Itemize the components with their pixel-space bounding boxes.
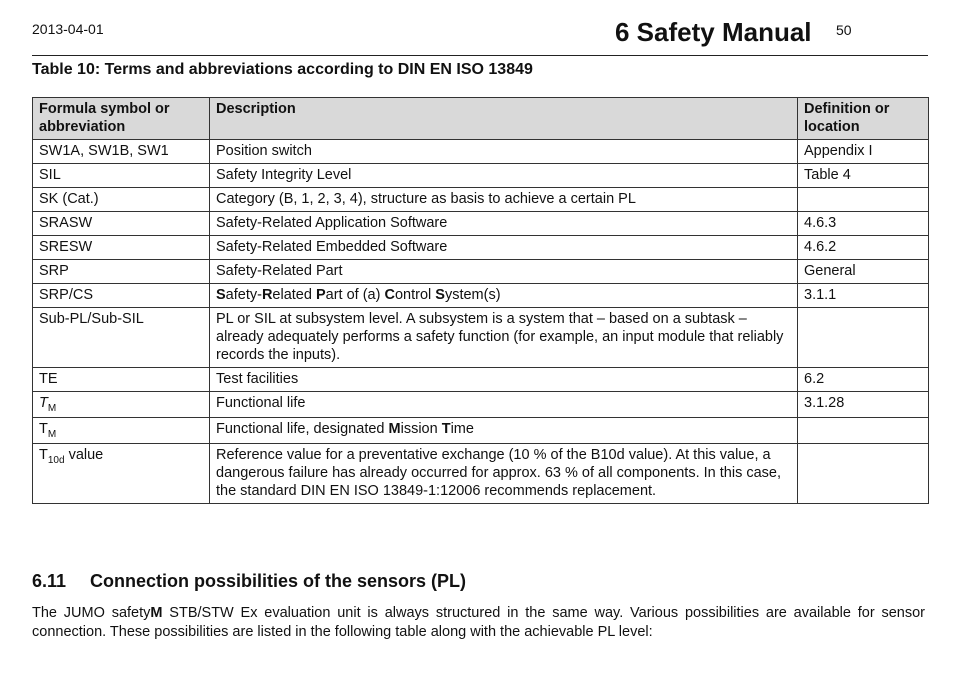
cell-description: PL or SIL at subsystem level. A subsystem is a system that – based on a subtask – already adequately performs a safety function (for example, an input module that reliably records the inputs). (210, 308, 798, 368)
cell-description: Reference value for a preventative exchange (10 % of the B10d value). At this value, a dangerous failure has already occurred for approx. 63 % of all components. In this case, the standard DIN EN ISO 13849-1:12006 recommends replacement. (210, 444, 798, 504)
section-number: 6.11 (32, 571, 67, 591)
chapter-title: 6 Safety Manual (615, 17, 812, 47)
header-date: 2013-04-01 (32, 21, 104, 37)
cell-symbol: Sub-PL/Sub-SIL (33, 308, 210, 368)
table-header-row (33, 98, 929, 140)
cell-location (798, 188, 929, 212)
cell-description: Safety-Related Embedded Software (210, 236, 798, 260)
cell-location: General (798, 260, 929, 284)
table-row (33, 418, 929, 444)
cell-symbol: SRP (33, 260, 210, 284)
cell-description: Test facilities (210, 368, 798, 392)
cell-symbol: SIL (33, 164, 210, 188)
cell-symbol: SRASW (33, 212, 210, 236)
cell-location: 3.1.1 (798, 284, 929, 308)
header-rule (32, 55, 928, 56)
table-row (33, 164, 929, 188)
table-row (33, 188, 929, 212)
table-row (33, 392, 929, 418)
table-row (33, 284, 929, 308)
cell-location: 6.2 (798, 368, 929, 392)
terms-table (32, 97, 929, 504)
table-caption: Table 10: Terms and abbreviations according to DIN EN ISO 13849 (32, 61, 533, 78)
cell-location: 4.6.3 (798, 212, 929, 236)
table-row (33, 444, 929, 504)
cell-description: Category (B, 1, 2, 3, 4), structure as basis to achieve a certain PL (210, 188, 798, 212)
cell-symbol: SK (Cat.) (33, 188, 210, 212)
cell-location: Table 4 (798, 164, 929, 188)
table-row (33, 236, 929, 260)
section-heading (32, 571, 466, 592)
cell-description: Position switch (210, 140, 798, 164)
header-description: Description (210, 98, 798, 140)
cell-location: 3.1.28 (798, 392, 929, 418)
cell-description: Functional life, designated Mission Time (210, 418, 798, 444)
cell-location: 4.6.2 (798, 236, 929, 260)
header-symbol: Formula symbol or abbreviation (33, 98, 210, 140)
cell-symbol: $T_M$ (33, 392, 210, 418)
cell-symbol: TE (33, 368, 210, 392)
cell-description: Safety-Related Part of (a) Control System(s) (210, 284, 798, 308)
cell-symbol: $T_{10d}$ value (33, 444, 210, 504)
cell-symbol: SRESW (33, 236, 210, 260)
header-definition: Definition or location (798, 98, 929, 140)
cell-description: Safety-Related Part (210, 260, 798, 284)
page-number: 50 (836, 22, 852, 38)
table-row (33, 368, 929, 392)
table-row (33, 212, 929, 236)
cell-symbol: $T_M$ (33, 418, 210, 444)
body-paragraph: The JUMO safetyM STB/STW Ex evaluation unit is always structured in the same way. Various possibilities are available for sensor connection. These possibilities are listed in the following table along with the achievable PL level: (32, 605, 925, 640)
table-row (33, 140, 929, 164)
cell-symbol: SW1A, SW1B, SW1 (33, 140, 210, 164)
table-row (33, 308, 929, 368)
cell-location (798, 308, 929, 368)
cell-description: Safety-Related Application Software (210, 212, 798, 236)
cell-location (798, 418, 929, 444)
cell-description: Functional life (210, 392, 798, 418)
section-title: Connection possibilities of the sensors (PL) (90, 571, 467, 591)
cell-location: Appendix I (798, 140, 929, 164)
table-row (33, 260, 929, 284)
cell-location (798, 444, 929, 504)
cell-description: Safety Integrity Level (210, 164, 798, 188)
cell-symbol: SRP/CS (33, 284, 210, 308)
